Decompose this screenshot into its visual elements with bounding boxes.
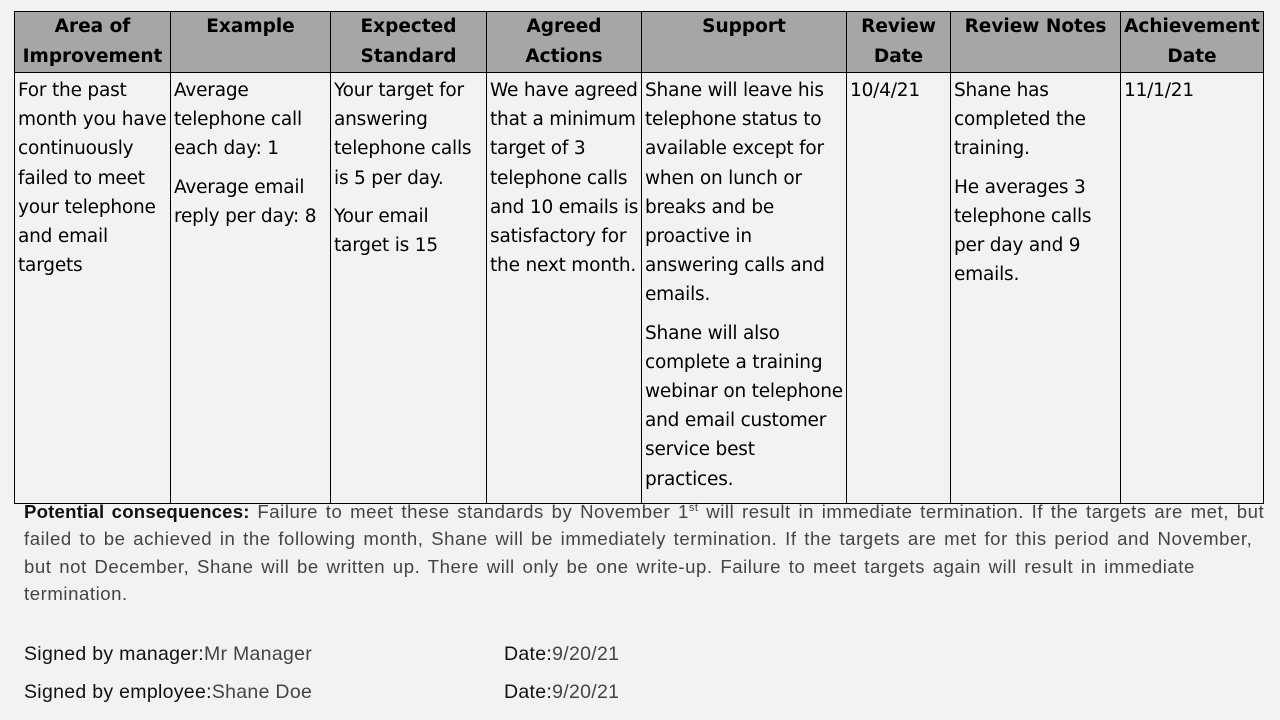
cell-support [642,73,847,504]
manager-date [504,643,619,666]
example-calls: Average telephone call each day: 1 [174,80,302,160]
header-support: Support [642,12,847,73]
table-row [15,73,1264,504]
header-review-notes: Review Notes [951,12,1121,73]
manager-date-label: Date: [504,643,553,665]
review-note-training: Shane has completed the training. [954,80,1086,160]
support-status: Shane will leave his telephone status to available except for when on lunch or breaks and be proactive in answering calls and emails. [645,80,825,306]
consequences-ordinal: st [688,502,699,514]
standard-calls: Your target for answering telephone calls is 5 per day. [334,80,472,189]
cell-expected-standard [331,73,487,504]
improvement-plan-table [14,11,1264,504]
employee-signature-label: Signed by employee: [24,681,212,703]
area-text: For the past month you have continuously failed to meet your telephone and email targets [18,80,167,277]
consequences-text-start: Failure to meet these standards by November 1 [249,501,689,523]
employee-signature [24,681,312,704]
header-achievement-date: Achievement Date [1121,12,1264,73]
achievement-date-value: 11/1/21 [1124,80,1194,101]
employee-name: Shane Doe [211,681,313,703]
agreed-actions-text: We have agreed that a minimum target of 3 telephone calls and 10 emails is satisfactory for the next month. [490,80,639,277]
manager-signature [24,643,312,666]
header-expected-standard: Expected Standard [331,12,487,73]
manager-date-value: 9/20/21 [552,643,620,665]
manager-signature-label: Signed by manager: [24,643,204,665]
review-note-averages: He averages 3 telephone calls per day and 9 emails. [954,176,1092,286]
cell-example [171,73,331,504]
cell-agreed-actions [487,73,642,504]
manager-name: Mr Manager [203,643,313,665]
potential-consequences [24,495,1274,607]
employee-date-label: Date: [504,681,553,703]
employee-date-value: 9/20/21 [552,681,620,703]
header-agreed-actions: Agreed Actions [487,12,642,73]
table-header-row [15,12,1264,73]
header-area-of-improvement: Area of Improvement [15,12,171,73]
header-review-date: Review Date [847,12,951,73]
consequences-label: Potential consequences: [24,501,250,523]
header-example: Example [171,12,331,73]
employee-date [504,681,619,704]
standard-emails: Your email target is 15 [334,205,438,257]
consequences-text-end: will result in immediate termination. If the targets are met, but failed to be achieved in the following month, Shane will be immediately termination. If the targets are met for this period and November, but not December, Shane will be written up. There will only be one write-up. Failure to meet targets again will result in immediate termination. [24,501,1265,604]
cell-review-notes [951,73,1121,504]
example-emails: Average email reply per day: 8 [174,176,317,227]
review-date-value: 10/4/21 [850,80,920,101]
cell-review-date [847,73,951,504]
support-training: Shane will also complete a training webinar on telephone and email customer service best practices. [645,322,843,490]
cell-achievement-date [1121,73,1264,504]
cell-area-of-improvement [15,73,171,504]
